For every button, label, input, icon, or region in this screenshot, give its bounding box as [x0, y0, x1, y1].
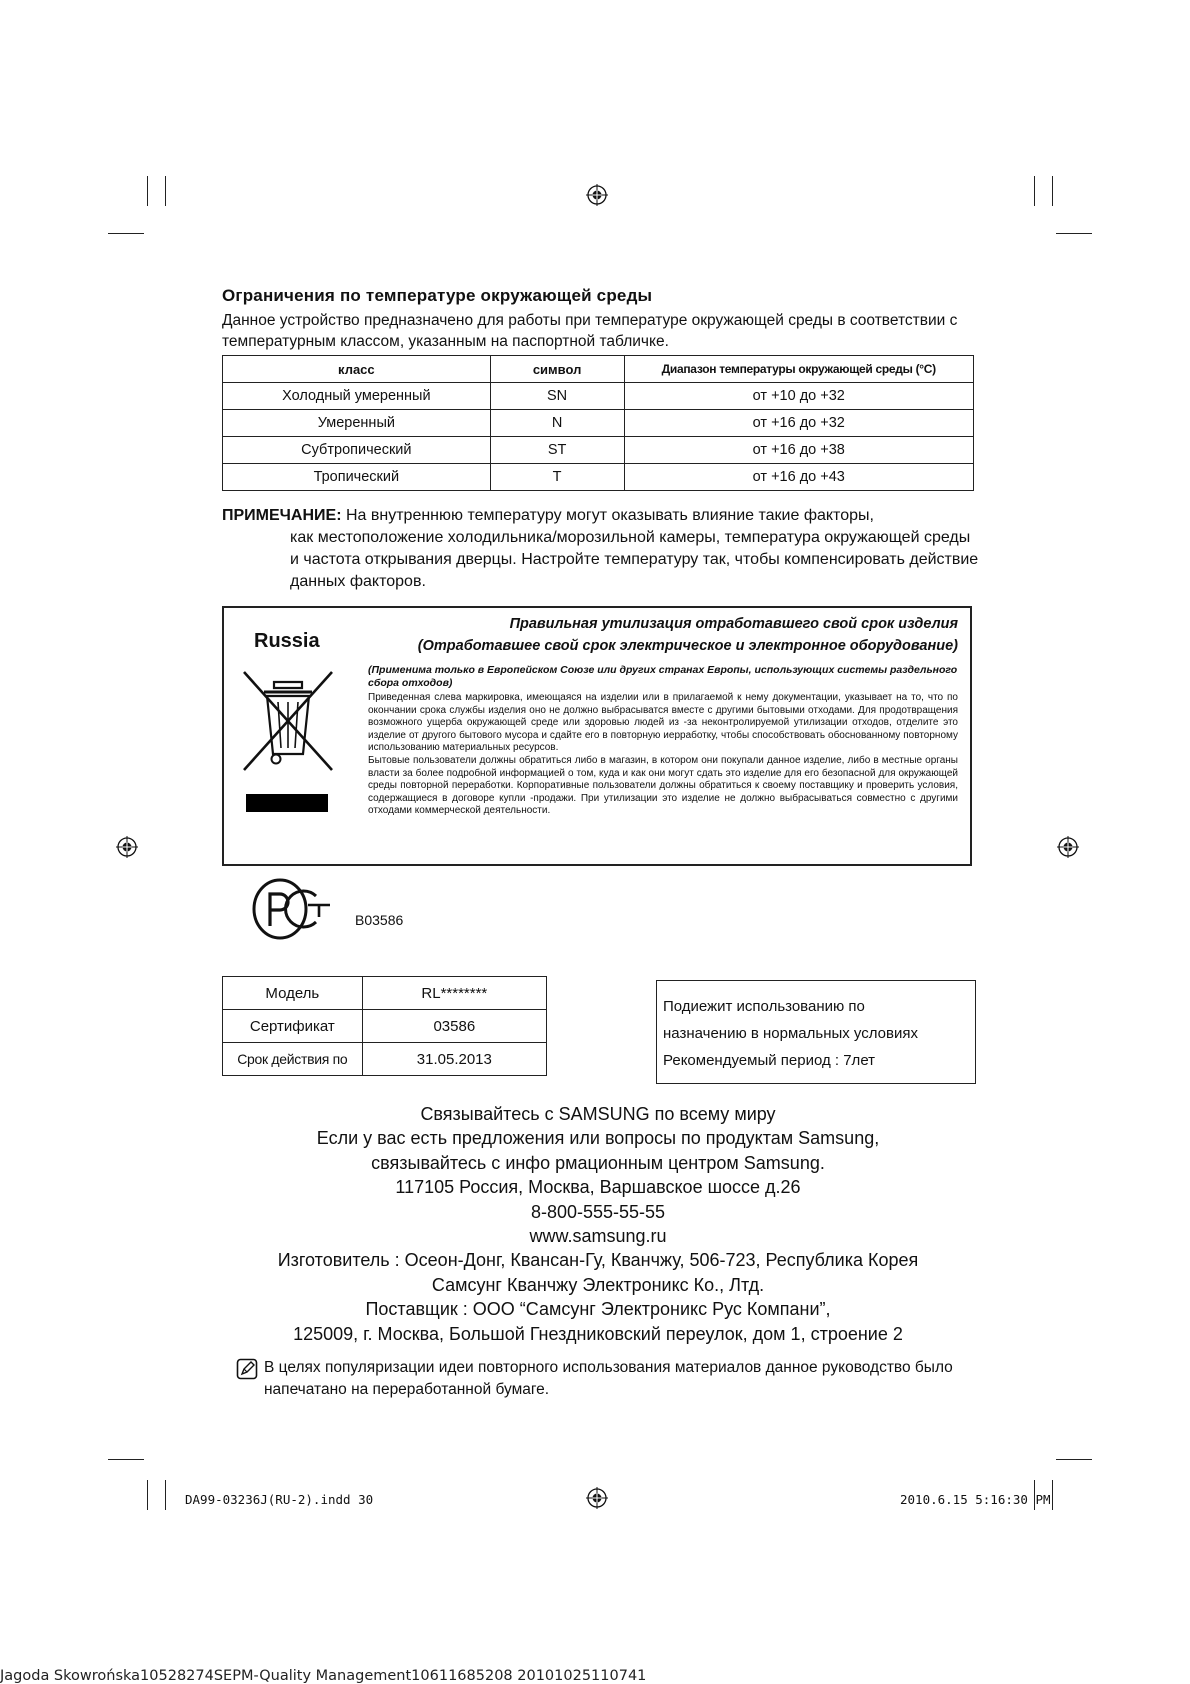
table-cell: SN [490, 383, 624, 410]
supplier-address: 125009, г. Москва, Большой Гнездниковский переулок, дом 1, строение 2 [293, 1323, 903, 1344]
supplier-line: Поставщик : ООО “Самсунг Электроникс Рус Компани”, [365, 1299, 831, 1320]
registration-mark-icon [1057, 836, 1079, 858]
section-title: Ограничения по температуре окружающей среды [222, 286, 653, 305]
country-label: Russia [254, 630, 320, 652]
crossed-out-wheelie-bin-icon [238, 666, 338, 776]
recycled-paper-note [236, 1357, 956, 1401]
usage-period-box [656, 980, 976, 1084]
manufacturer-name: Самсунг Кванчжу Электроникс Ко., Лтд. [431, 1274, 765, 1295]
contact-address: 117105 Россия, Москва, Варшавское шоссе д.26 [395, 1177, 801, 1198]
table-cell: Субтропический [223, 437, 491, 464]
footer-datetime: 2010.6.15 5:16:30 PM [900, 1492, 1051, 1507]
table-row [223, 410, 974, 437]
note-pencil-icon [236, 1358, 258, 1380]
note-text: как местоположение холодильника/морозильной камеры, температура окружающей среды и частота открывания дверцы. Настройте температуру так, чтобы компенсировать действие данных факторов. [290, 529, 979, 590]
table-row [223, 464, 974, 491]
registration-mark-icon [586, 1487, 608, 1509]
usage-line: Подиежит использованию по [663, 998, 865, 1015]
disposal-paragraph: Бытовые пользователи должны обратиться либо в магазин, в котором они покупали данное изделие, либо в местные органы власти за более подробной информацией о том, куда и как они могут сдать это изделие для его безопасной для окружающей среды повторной переработки. Корпоративные пользователи должны обратиться к своему поставщику и проверить условия, содержащиеся в договоре купли -продажи. При утилизации это изделие не должно выбрасываться совместно с другими отходами коммерческой деятельности. [368, 754, 958, 817]
table-cell: T [490, 464, 624, 491]
table-cell: Сертификат [223, 1010, 363, 1043]
footer-file-name: DA99-03236J(RU-2).indd 30 [185, 1492, 374, 1507]
manufacturer-line: Изготовитель : Осеон-Донг, Квансан-Гу, Кванчжу, 506-723, Республика Корея [277, 1250, 919, 1271]
disposal-body [368, 692, 958, 818]
table-cell: Модель [223, 977, 363, 1010]
table-cell: N [490, 410, 624, 437]
registration-mark-icon [116, 836, 138, 858]
contact-line: связывайтесь с инфо рмационным центром Samsung. [371, 1152, 825, 1173]
usage-line: назначению в нормальных условиях [663, 1025, 918, 1042]
pct-certification-mark-icon [250, 878, 340, 940]
note-block [222, 505, 982, 593]
table-cell: 03586 [362, 1010, 546, 1043]
table-cell: Тропический [223, 464, 491, 491]
recycled-paper-text: В целях популяризации идеи повторного использования материалов данное руководство было напечатано на переработанной бумаге. [264, 1359, 953, 1398]
temperature-class-table [222, 355, 974, 491]
disposal-paragraph: Приведенная слева маркировка, имеющаяся на изделии или в прилагаемой к нему документации, указывает на то, что по окончании срока службы изделия оно не должно выбрасыватся вместе с другими бытовыми отходами. Для продотвращения возможного ущерба окружающей среде или здоровью людей из -за неконтролируемой утилизации отходов, отделите это изделие от другого бытового мусора и сдайте его в повторную иерработку, чтобы способствовать обоснованному повторному использованию материальных ресурсов. [368, 692, 958, 754]
section-intro: Данное устройство предназначено для работы при температуре окружающей среды в соответствии с температурным классом, указанным на паспортной табличке. [222, 312, 958, 350]
black-bar-mark [246, 794, 328, 812]
table-cell: 31.05.2013 [362, 1043, 546, 1076]
table-cell: Холодный умеренный [223, 383, 491, 410]
column-header: Диапазон температуры окружающей среды (°C) [624, 356, 973, 383]
usage-line: Рекомендуемый период : 7лет [663, 1052, 876, 1069]
contact-website: www.samsung.ru [529, 1226, 667, 1247]
certificate-table [222, 976, 547, 1076]
disposal-title: Правильная утилизация отработавшего свой срок изделия [509, 616, 958, 632]
registration-mark-icon [586, 184, 608, 206]
table-cell: RL******** [362, 977, 546, 1010]
table-cell: Умеренный [223, 410, 491, 437]
table-row [223, 383, 974, 410]
table-row [223, 437, 974, 464]
disposal-info-box [222, 606, 972, 866]
contact-line: Если у вас есть предложения или вопросы по продуктам Samsung, [316, 1128, 880, 1149]
disposal-subtitle: (Отработавшее свой срок электрическое и электронное оборудование) [417, 638, 958, 654]
column-header: символ [490, 356, 624, 383]
contact-block [222, 1102, 974, 1346]
contact-phone: 8-800-555-55-55 [530, 1201, 666, 1222]
column-header: класс [223, 356, 491, 383]
note-first-line: На внутреннюю температуру могут оказывать влияние такие факторы, [345, 507, 874, 524]
contact-line: Связывайтесь с SAMSUNG по всему миру [420, 1104, 776, 1124]
table-cell: ST [490, 437, 624, 464]
table-header-row [223, 356, 974, 383]
print-metadata-line: Jagoda Skowrońska10528274SEPM-Quality Management10611685208 20101025110741 [0, 1668, 647, 1684]
table-row [223, 977, 547, 1010]
table-cell: Срок действия по [223, 1043, 363, 1076]
note-label: ПРИМЕЧАНИЕ: [222, 507, 342, 524]
disposal-scope: (Применима только в Европейском Союзе или других странах Европы, использующих системы раздельного сбора отходов) [368, 664, 958, 689]
table-cell: от +10 до +32 [624, 383, 973, 410]
certification-code: B03586 [355, 912, 404, 928]
table-row [223, 1010, 547, 1043]
table-cell: от +16 до +38 [624, 437, 973, 464]
table-row [223, 1043, 547, 1076]
table-cell: от +16 до +43 [624, 464, 973, 491]
table-cell: от +16 до +32 [624, 410, 973, 437]
